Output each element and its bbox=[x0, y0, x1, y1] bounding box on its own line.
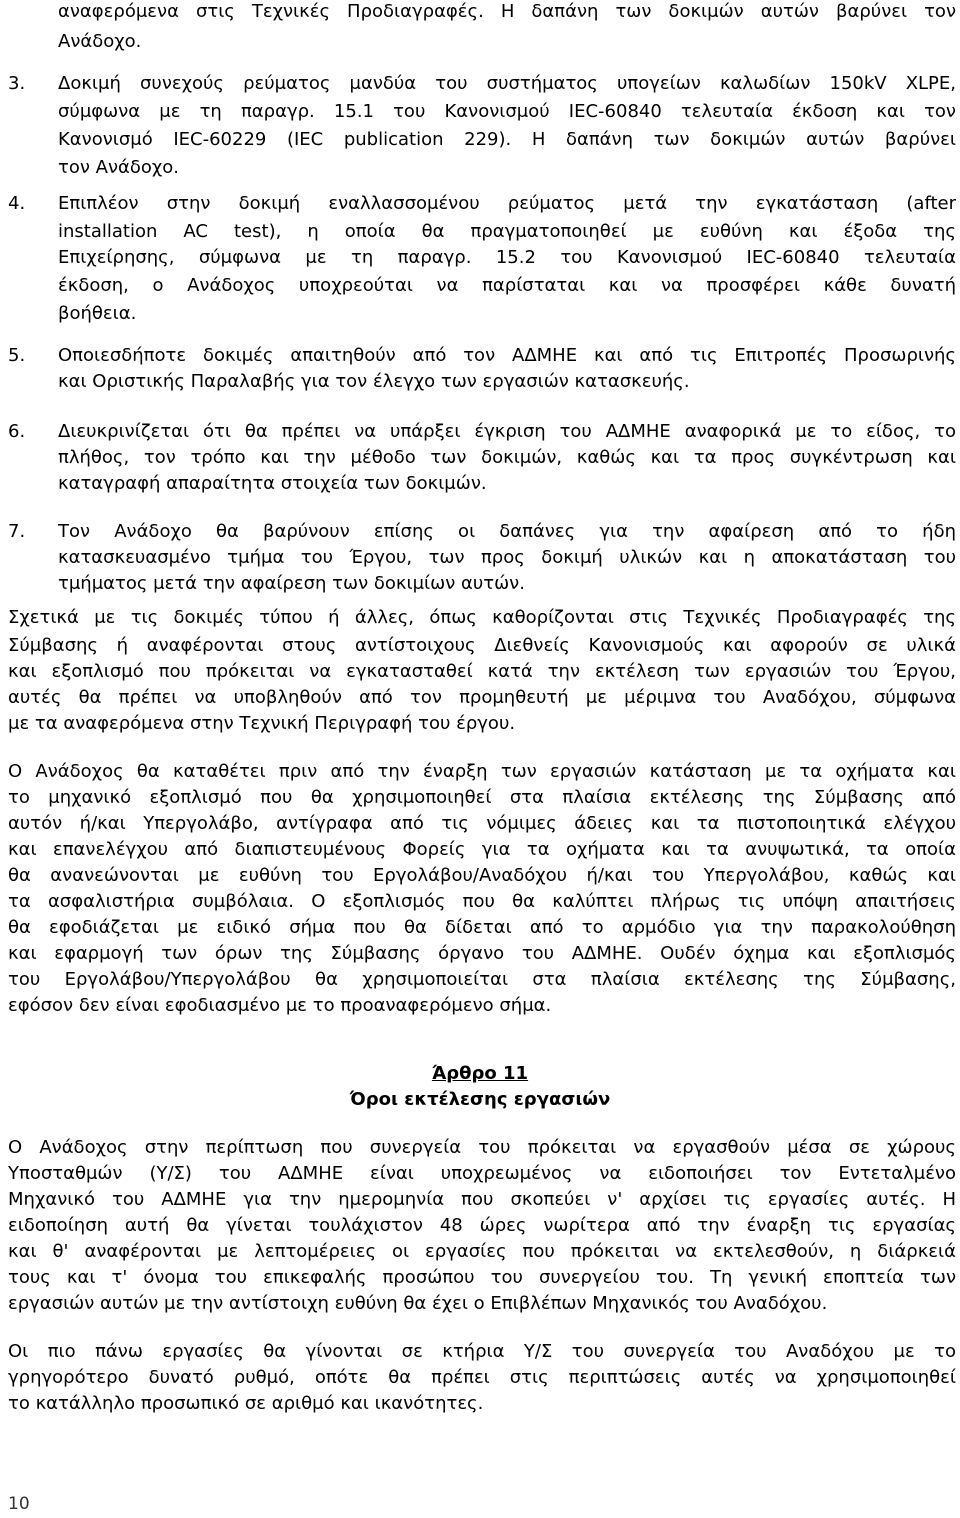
item-number: 7. bbox=[8, 521, 26, 542]
paragraph-line: γρηγορότερο δυνατό ρυθμό, οπότε θα πρέπει στις περιπτώσεις αυτές να χρησιμοποιηθεί bbox=[8, 1367, 956, 1388]
paragraph-line: θα εφοδιάζεται με ειδικό σήμα που θα δίδεται από το αρμόδιο για την παρακολούθηση bbox=[8, 917, 956, 938]
paragraph-line: τους και τ' όνομα του επικεφαλής προσώπου του συνεργείου του. Τη γενική εποπτεία των bbox=[8, 1267, 956, 1288]
item-number: 4. bbox=[8, 193, 26, 214]
paragraph-line: θα ανανεώνονται με ευθύνη του Εργολάβου/Αναδόχου ή/και του Υπεργολάβου, καθώς και bbox=[8, 865, 956, 886]
item-line: τμήματος μετά την αφαίρεση των δοκιμίων αυτών. bbox=[58, 573, 525, 594]
paragraph-line: Οι πιο πάνω εργασίες θα γίνονται σε κτήρια Υ/Σ του συνεργεία του Αναδόχου με το bbox=[8, 1341, 956, 1362]
item-line: σύμφωνα με τη παραγρ. 15.1 του Κανονισμού IEC-60840 τελευταία έκδοση και τον bbox=[58, 101, 956, 122]
paragraph-line: Σχετικά με τις δοκιμές τύπου ή άλλες, όπως καθορίζονται στις Τεχνικές Προδιαγραφές της bbox=[8, 607, 956, 628]
paragraph-line: το κατάλληλο προσωπικό σε αριθμό και ικανότητες. bbox=[8, 1393, 484, 1414]
paragraph-line: Σύμβασης ή αναφέρονται στους αντίστοιχους Διεθνείς Κανονισμούς και αφορούν σε υλικά bbox=[8, 635, 956, 656]
article-number: Άρθρο 11 bbox=[431, 1063, 529, 1084]
item-line: installation AC test), η οποία θα πραγματοποιηθεί με ευθύνη και έξοδα της bbox=[58, 221, 956, 242]
item-line: Κανονισμό IEC-60229 (IEC publication 229). Η δαπάνη των δοκιμών αυτών βαρύνει bbox=[58, 129, 956, 150]
item-number: 5. bbox=[8, 345, 26, 366]
item-line: βοήθεια. bbox=[58, 303, 137, 324]
item-number: 3. bbox=[8, 73, 26, 94]
paragraph-line: και εφαρμογή των όρων της Σύμβασης όργανο του ΑΔΜΗΕ. Ουδέν όχημα και εξοπλισμός bbox=[8, 943, 956, 964]
paragraph-line: εφόσον δεν είναι εφοδιασμένο με το προαναφερόμενο σήμα. bbox=[8, 995, 552, 1016]
page-number: 10 bbox=[8, 1494, 30, 1514]
item-line: Επιχείρησης, σύμφωνα με τη παραγρ. 15.2 του Κανονισμού IEC-60840 τελευταία bbox=[58, 247, 956, 268]
paragraph-line: Υποσταθμών (Υ/Σ) του ΑΔΜΗΕ είναι υποχρεωμένος να ειδοποιήσει τον Εντεταλμένο bbox=[8, 1163, 956, 1184]
intro-line-1: αναφερόμενα στις Τεχνικές Προδιαγραφές. Η δαπάνη των δοκιμών αυτών βαρύνει τον bbox=[58, 1, 956, 22]
intro-line-2: Ανάδοχο. bbox=[58, 31, 142, 52]
item-number: 6. bbox=[8, 421, 26, 442]
item-line: κατασκευασμένο τμήμα του Έργου, των προς δοκιμή υλικών και η αποκατάσταση του bbox=[58, 547, 956, 568]
paragraph-line: Μηχανικό του ΑΔΜΗΕ για την ημερομηνία που σκοπεύει ν' αρχίσει τις εργασίες αυτές. Η bbox=[8, 1189, 956, 1210]
paragraph-line: και επανελέγχου από διαπιστευμένους Φορείς για τα οχήματα και τα ανυψωτικά, τα οποία bbox=[8, 839, 956, 860]
article-title: Όροι εκτέλεσης εργασιών bbox=[349, 1089, 611, 1110]
paragraph-line: το μηχανικό εξοπλισμό που θα χρησιμοποιηθεί στα πλαίσια εκτέλεσης της Σύμβασης από bbox=[8, 787, 956, 808]
item-line: έκδοση, ο Ανάδοχος υποχρεούται να παρίσταται και να προσφέρει κάθε δυνατή bbox=[58, 275, 956, 296]
paragraph-line: αυτές θα πρέπει να υποβληθούν από τον προμηθευτή με μέριμνα του Αναδόχου, σύμφωνα bbox=[8, 687, 956, 708]
item-line: Επιπλέον στην δοκιμή εναλλασσομένου ρεύματος μετά την εγκατάσταση (after bbox=[58, 193, 956, 214]
item-line: πλήθος, τον τρόπο και την μέθοδο των δοκιμών, καθώς και τα προς συγκέντρωση και bbox=[58, 447, 956, 468]
item-line: Οποιεσδήποτε δοκιμές απαιτηθούν από τον ΑΔΜΗΕ και από τις Επιτροπές Προσωρινής bbox=[58, 345, 956, 366]
paragraph-line: ειδοποίηση αυτή θα γίνεται τουλάχιστον 48 ώρες νωρίτερα από την έναρξη τις εργασίας bbox=[8, 1215, 956, 1236]
paragraph-line: αυτόν ή/και Υπεργολάβο, αντίγραφα από τις νόμιμες άδειες και τα πιστοποιητικά ελέγχου bbox=[8, 813, 956, 834]
item-line: Διευκρινίζεται ότι θα πρέπει να υπάρξει έγκριση του ΑΔΜΗΕ αναφορικά με το είδος, το bbox=[58, 421, 956, 442]
paragraph-line: τα ασφαλιστήρια συμβόλαια. Ο εξοπλισμός που θα καλύπτει πλήρως τις υπόψη απαιτήσεις bbox=[8, 891, 956, 912]
paragraph-line: Ο Ανάδοχος στην περίπτωση που συνεργεία του πρόκειται να εργασθούν μέσα σε χώρους bbox=[8, 1137, 956, 1158]
paragraph-line: με τα αναφερόμενα στην Τεχνική Περιγραφή του έργου. bbox=[8, 713, 516, 734]
paragraph-line: Ο Ανάδοχος θα καταθέτει πριν από την έναρξη των εργασιών κατάσταση με τα οχήματα και bbox=[8, 761, 956, 782]
item-line: Δοκιμή συνεχούς ρεύματος μανδύα του συστήματος υπογείων καλωδίων 150kV XLPE, bbox=[58, 73, 956, 94]
paragraph-line: και εξοπλισμό που πρόκειται να εγκατασταθεί κατά την εκτέλεση των εργασιών του Έργου, bbox=[8, 661, 956, 682]
item-line: τον Ανάδοχο. bbox=[58, 157, 180, 178]
item-line: Τον Ανάδοχο θα βαρύνουν επίσης οι δαπάνες για την αφαίρεση από το ήδη bbox=[58, 521, 956, 542]
paragraph-line: του Εργολάβου/Υπεργολάβου θα χρησιμοποιείται στα πλαίσια εκτέλεσης της Σύμβασης, bbox=[8, 969, 956, 990]
paragraph-line: και θ' αναφέρονται με λεπτομέρειες οι εργασίες που πρόκειται να εκτελεσθούν, η διάρκειά bbox=[8, 1241, 956, 1262]
item-line: και Οριστικής Παραλαβής για τον έλεγχο των εργασιών κατασκευής. bbox=[58, 371, 690, 392]
item-line: καταγραφή απαραίτητα στοιχεία των δοκιμών. bbox=[58, 473, 487, 494]
paragraph-line: εργασιών αυτών με την αντίστοιχη ευθύνη θα έχει ο Επιβλέπων Μηχανικός του Αναδόχου. bbox=[8, 1293, 828, 1314]
